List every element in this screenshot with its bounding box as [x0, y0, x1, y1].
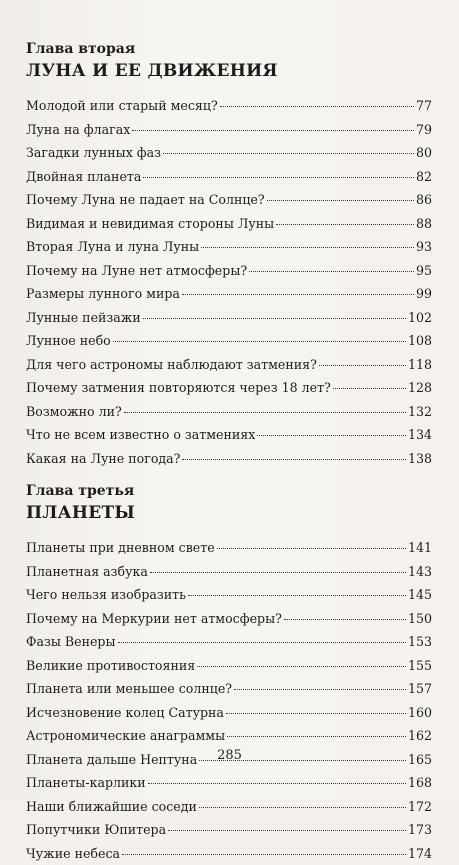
toc-entry-title: Планета дальше Нептуна: [26, 748, 197, 772]
toc-entry: [26, 677, 432, 701]
toc-entry-page: 128: [408, 376, 432, 400]
toc-entry: [26, 141, 432, 165]
toc-entry-page: 108: [408, 329, 432, 353]
dot-leader: [319, 364, 406, 366]
toc-entry: [26, 724, 432, 748]
toc-entry-title: Возможно ли?: [26, 400, 122, 424]
toc-entry: [26, 353, 432, 377]
toc-entry-title: Загадки лунных фаз: [26, 141, 161, 165]
toc-entry: [26, 400, 432, 424]
toc-entry-page: 132: [408, 400, 432, 424]
toc-entry: [26, 630, 432, 654]
dot-leader: [226, 712, 406, 714]
toc-entry-title: Что не всем известно о затмениях: [26, 423, 255, 447]
toc-entry-page: 102: [408, 306, 432, 330]
dot-leader: [163, 152, 414, 154]
toc-entry: [26, 607, 432, 631]
toc-entry-title: Попутчики Юпитера: [26, 818, 166, 842]
toc-entry-title: Почему на Луне нет атмосферы?: [26, 259, 247, 283]
dot-leader: [143, 176, 414, 178]
toc-entry: [26, 536, 432, 560]
dot-leader: [113, 340, 406, 342]
toc-entry-page: 155: [408, 654, 432, 678]
toc-entry: [26, 259, 432, 283]
toc-entry: [26, 282, 432, 306]
toc-entry: [26, 842, 432, 865]
toc-entry-title: Астрономические анаграммы: [26, 724, 225, 748]
dot-leader: [249, 270, 414, 272]
toc-entry-page: 82: [416, 165, 432, 189]
page-number: 285: [0, 748, 459, 763]
toc-entry-title: Лунные пейзажи: [26, 306, 141, 330]
toc-entry-title: Чего нельзя изобразить: [26, 583, 186, 607]
dot-leader: [257, 434, 406, 436]
dot-leader: [168, 829, 406, 831]
toc-entry-page: 141: [408, 536, 432, 560]
dot-leader: [284, 618, 406, 620]
toc-entry-page: 165: [408, 748, 432, 772]
toc-entry-page: 86: [416, 188, 432, 212]
dot-leader: [124, 411, 406, 413]
toc-entry-page: 162: [408, 724, 432, 748]
toc-entry-page: 93: [416, 235, 432, 259]
toc-entry-page: 168: [408, 771, 432, 795]
toc-entry-page: 160: [408, 701, 432, 725]
toc-entry: [26, 188, 432, 212]
dot-leader: [182, 293, 414, 295]
toc-entry: [26, 94, 432, 118]
toc-entry-title: Луна на флагах: [26, 118, 130, 142]
toc-entry-page: 79: [416, 118, 432, 142]
dot-leader: [227, 735, 406, 737]
toc-entry-title: Почему Луна не падает на Солнце?: [26, 188, 265, 212]
toc-entry-title: Исчезновение колец Сатурна: [26, 701, 224, 725]
dot-leader: [199, 806, 406, 808]
toc-entry: [26, 818, 432, 842]
toc-entry-page: 80: [416, 141, 432, 165]
toc-entry-page: 173: [408, 818, 432, 842]
dot-leader: [267, 199, 414, 201]
toc-entry-page: 118: [408, 353, 432, 377]
dot-leader: [143, 317, 406, 319]
toc-entry-page: 138: [408, 447, 432, 471]
toc-entry: [26, 376, 432, 400]
toc-entry-title: Планета или меньшее солнце?: [26, 677, 232, 701]
toc-entry-page: 172: [408, 795, 432, 819]
toc-entry-page: 153: [408, 630, 432, 654]
toc-entry-title: Какая на Луне погода?: [26, 447, 180, 471]
table-of-contents: [26, 40, 432, 865]
toc-entry-page: 77: [416, 94, 432, 118]
toc-entry-title: Лунное небо: [26, 329, 111, 353]
toc-list: [26, 94, 432, 470]
toc-entry-title: Видимая и невидимая стороны Луны: [26, 212, 274, 236]
dot-leader: [197, 665, 406, 667]
toc-entry-title: Для чего астрономы наблюдают затмения?: [26, 353, 317, 377]
toc-entry-title: Почему затмения повторяются через 18 лет?: [26, 376, 331, 400]
dot-leader: [234, 688, 406, 690]
toc-entry: [26, 235, 432, 259]
toc-entry-page: 174: [408, 842, 432, 865]
toc-entry-title: Двойная планета: [26, 165, 141, 189]
toc-entry-page: 88: [416, 212, 432, 236]
chapter-title: ПЛАНЕТЫ: [26, 502, 432, 524]
toc-entry: [26, 118, 432, 142]
toc-entry-title: Планетная азбука: [26, 560, 148, 584]
toc-entry-title: Фазы Венеры: [26, 630, 116, 654]
toc-entry: [26, 306, 432, 330]
toc-entry: [26, 423, 432, 447]
dot-leader: [201, 246, 414, 248]
toc-entry-page: 145: [408, 583, 432, 607]
toc-list: [26, 536, 432, 865]
chapter-title: ЛУНА И ЕЕ ДВИЖЕНИЯ: [26, 60, 432, 82]
toc-entry: [26, 583, 432, 607]
chapter-label: Глава вторая: [26, 40, 432, 58]
dot-leader: [118, 641, 406, 643]
toc-entry: [26, 701, 432, 725]
toc-entry-page: 99: [416, 282, 432, 306]
toc-entry-page: 150: [408, 607, 432, 631]
toc-entry-page: 134: [408, 423, 432, 447]
toc-entry-title: Размеры лунного мира: [26, 282, 180, 306]
toc-entry-title: Чужие небеса: [26, 842, 120, 865]
dot-leader: [276, 223, 414, 225]
toc-entry-page: 157: [408, 677, 432, 701]
toc-entry: [26, 654, 432, 678]
toc-entry: [26, 771, 432, 795]
dot-leader: [333, 387, 406, 389]
toc-entry: [26, 447, 432, 471]
toc-entry-page: 95: [416, 259, 432, 283]
dot-leader: [148, 782, 406, 784]
toc-entry-title: Наши ближайшие соседи: [26, 795, 197, 819]
toc-entry-title: Вторая Луна и луна Луны: [26, 235, 199, 259]
toc-entry-title: Великие противостояния: [26, 654, 195, 678]
dot-leader: [217, 547, 406, 549]
toc-entry: [26, 795, 432, 819]
toc-entry-title: Планеты-карлики: [26, 771, 146, 795]
dot-leader: [182, 458, 406, 460]
toc-entry: [26, 329, 432, 353]
toc-entry-title: Почему на Меркурии нет атмосферы?: [26, 607, 282, 631]
dot-leader: [150, 571, 406, 573]
dot-leader: [220, 105, 414, 107]
toc-entry-title: Молодой или старый месяц?: [26, 94, 218, 118]
toc-entry-title: Планеты при дневном свете: [26, 536, 215, 560]
toc-entry: [26, 560, 432, 584]
toc-entry-page: 143: [408, 560, 432, 584]
toc-entry: [26, 165, 432, 189]
chapter-label: Глава третья: [26, 482, 432, 500]
toc-entry: [26, 212, 432, 236]
dot-leader: [188, 594, 406, 596]
dot-leader: [132, 129, 414, 131]
dot-leader: [122, 853, 406, 855]
